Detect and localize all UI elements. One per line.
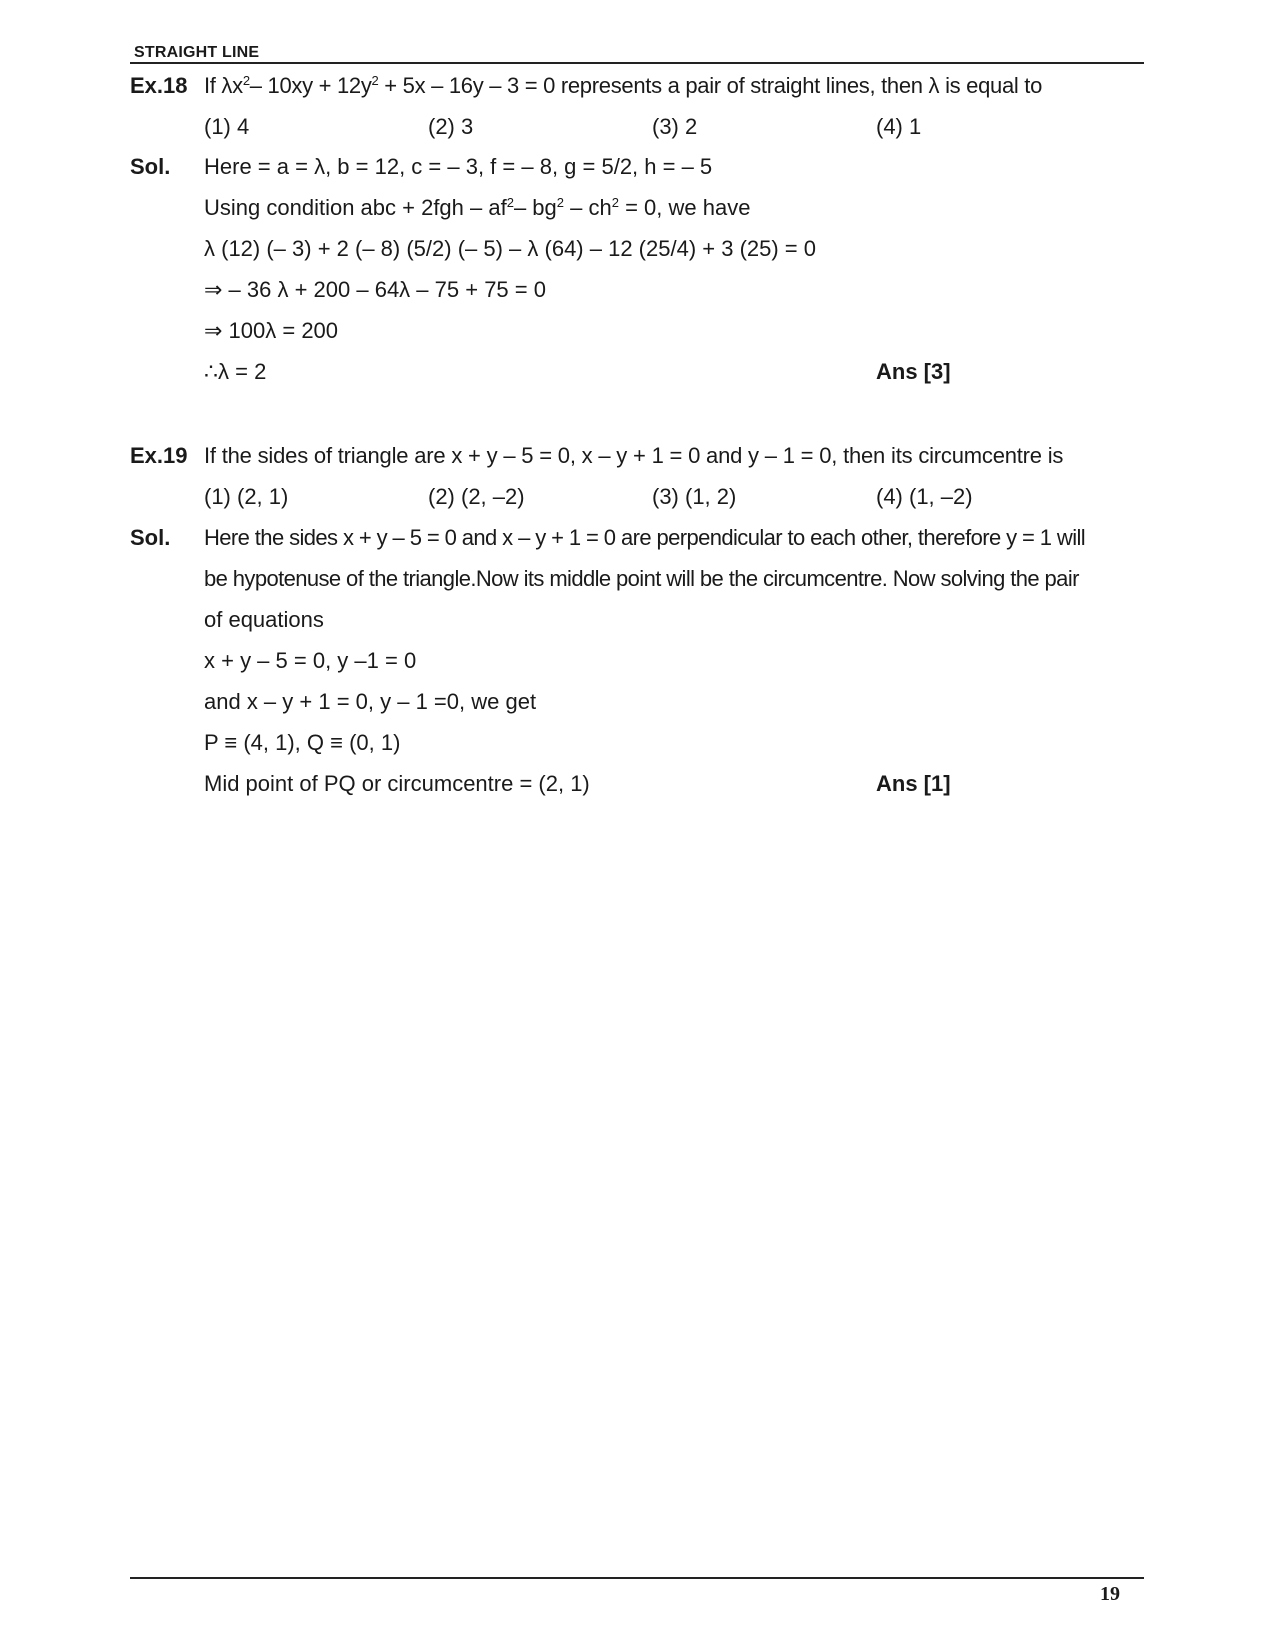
ex18-option-4: (4) 1 <box>876 114 922 139</box>
ex18-answer: Ans [3] <box>876 359 951 384</box>
ex18-question <box>204 72 1042 100</box>
superscript: 2 <box>371 73 379 88</box>
ex18-solution-part: Using condition abc + 2fgh – af <box>204 195 507 220</box>
ex19-solution-line: Here the sides x + y – 5 = 0 and x – y + 1 = 0 are perpendicular to each other, therefore y = 1 will <box>204 525 1086 550</box>
ex18-option-2: (2) 3 <box>428 114 474 139</box>
ex18-solution-line: λ (12) (– 3) + 2 (– 8) (5/2) (– 5) – λ (64) – 12 (25/4) + 3 (25) = 0 <box>204 236 816 261</box>
ex19-answer: Ans [1] <box>876 771 951 796</box>
page-number: 19 <box>1100 1583 1120 1605</box>
ex19-solution-label: Sol. <box>130 525 171 550</box>
ex18-solution-line: ∴λ = 2 <box>204 359 267 384</box>
ex18-solution-line: ⇒ – 36 λ + 200 – 64λ – 75 + 75 = 0 <box>204 277 546 302</box>
superscript: 2 <box>611 195 619 210</box>
ex18-solution-part: – bg <box>513 195 557 220</box>
ex19-question: If the sides of triangle are x + y – 5 = 0, x – y + 1 = 0 and y – 1 = 0, then its circumcentre is <box>204 443 1064 468</box>
ex18-question-part: + 5x – 16y – 3 = 0 represents a pair of straight lines, then λ is equal to <box>384 73 1043 98</box>
ex18-question-part: – 10xy + 12y <box>249 73 372 98</box>
ex19-option-2: (2) (2, –2) <box>428 484 525 509</box>
ex18-label: Ex.18 <box>130 73 188 98</box>
ex19-solution-line: Mid point of PQ or circumcentre = (2, 1) <box>204 771 590 796</box>
superscript: 2 <box>506 195 514 210</box>
header-rule <box>130 62 1144 64</box>
ex19-solution-line: of equations <box>204 607 324 632</box>
ex18-solution-label: Sol. <box>130 154 171 179</box>
ex19-solution-line: and x – y + 1 = 0, y – 1 =0, we get <box>204 689 537 714</box>
superscript: 2 <box>242 73 250 88</box>
ex18-solution-line <box>204 194 750 222</box>
ex19-solution-line: x + y – 5 = 0, y –1 = 0 <box>204 648 417 673</box>
ex19-option-1: (1) (2, 1) <box>204 484 289 509</box>
ex19-label: Ex.19 <box>130 443 188 468</box>
superscript: 2 <box>556 195 565 210</box>
ex18-option-1: (1) 4 <box>204 114 250 139</box>
ex18-solution-line: Here = a = λ, b = 12, c = – 3, f = – 8, g = 5/2, h = – 5 <box>204 154 713 179</box>
ex18-solution-part: – ch <box>570 195 612 220</box>
ex18-solution-line: ⇒ 100λ = 200 <box>204 318 339 343</box>
ex19-option-3: (3) (1, 2) <box>652 484 737 509</box>
ex18-solution-part: = 0, we have <box>625 195 751 220</box>
ex18-question-part: If λx <box>204 73 243 98</box>
ex19-solution-line: P ≡ (4, 1), Q ≡ (0, 1) <box>204 730 401 755</box>
page-header-title: STRAIGHT LINE <box>134 44 260 61</box>
ex19-solution-line: be hypotenuse of the triangle.Now its middle point will be the circumcentre. Now solving the pair <box>204 566 1079 591</box>
footer-rule <box>130 1577 1144 1579</box>
ex19-option-4: (4) (1, –2) <box>876 484 973 509</box>
ex18-option-3: (3) 2 <box>652 114 698 139</box>
